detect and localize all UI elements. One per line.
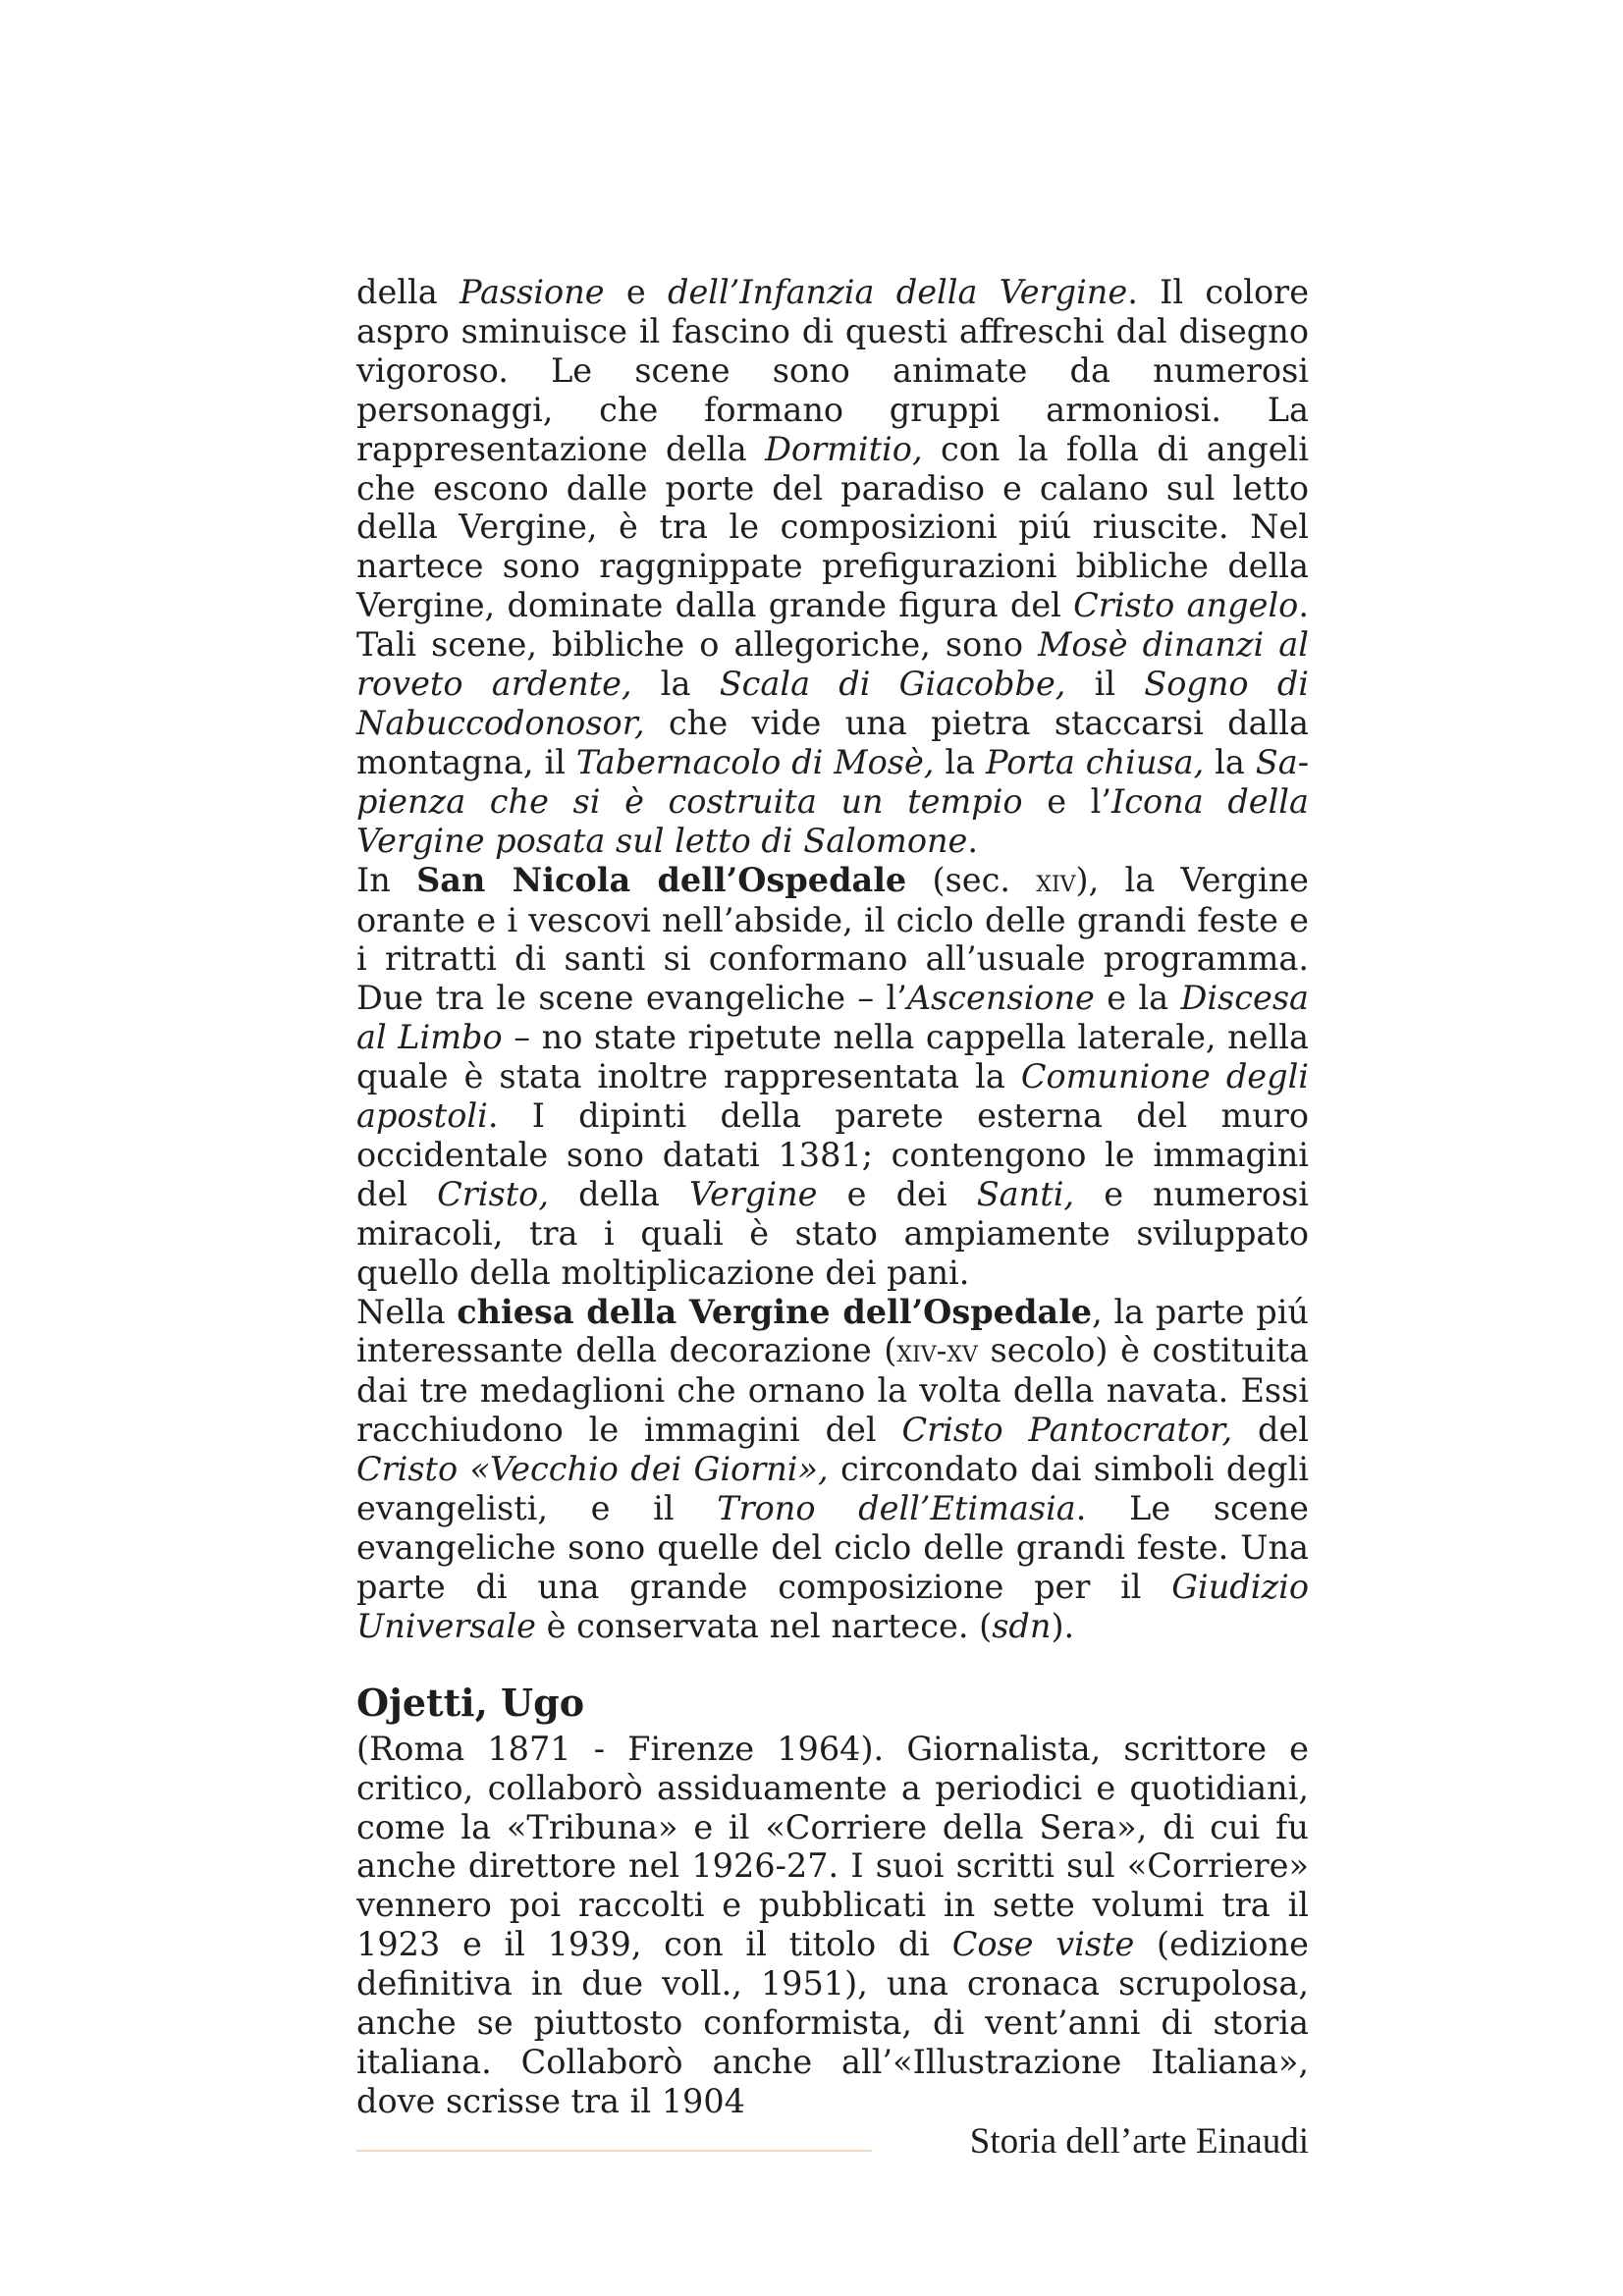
text-run: e dei	[817, 1174, 977, 1213]
text-run: – no state ripetute nella cappella laterale, nella quale è stata inoltre rappresentata la	[356, 1018, 1309, 1096]
text-run: della	[356, 273, 460, 311]
text-run: la	[1204, 742, 1256, 781]
italic-run: Cristo,	[437, 1174, 549, 1213]
text-run: circondato dai simboli degli evangelisti, e il	[356, 1450, 1309, 1528]
italic-run: Cristo Pantocrator,	[901, 1411, 1233, 1450]
footer-rule	[356, 2150, 872, 2152]
bold-run: chiesa della Vergine dell’Ospedale	[457, 1292, 1093, 1331]
paragraph-chiesa-vergine	[356, 1293, 1309, 1646]
italic-run: Discesa al Limbo	[356, 979, 1309, 1057]
text-run: (Roma 1871 - Firenze 1964). Giornalista, scrittore e critico, collaborò assiduamente a periodici e quotidiani, come la «Tribuna» e il «Corriere della Sera», di cui fu anche direttore nel 1926-27. I suoi scritti sul «Corriere» vennero poi raccolti e pubblicati in sette volumi tra il 1923 e il 1939, con il titolo di	[356, 1729, 1309, 1964]
text-run: e l’	[1022, 781, 1111, 821]
text-run: con la folla di angeli che escono dalle porte del paradiso e calano sul letto della Vergine, è tra le composizioni piú riuscite. Nel nartece sono raggnippate prefigurazioni bibliche della Vergine, dominate dalla grande figura del	[356, 429, 1309, 625]
italic-run: sdn	[992, 1606, 1052, 1645]
italic-run: Scala di Giacobbe,	[719, 665, 1066, 704]
text-run: e la	[1094, 979, 1181, 1018]
italic-run: Sapienza che si è costruita un tempio	[356, 742, 1310, 821]
text-run: del	[1232, 1411, 1309, 1450]
text-run: . Il colore aspro sminuisce il fascino di questi affreschi dal disegno vigoroso. Le scene sono animate da numerosi personaggi, che formano gruppi armoniosi. La rappresentazione della	[356, 273, 1310, 468]
footer-title: Storia dell’arte Einaudi	[969, 2121, 1309, 2162]
italic-run: Ascensione	[906, 979, 1095, 1018]
text-run: e	[604, 273, 669, 311]
text-run: il	[1065, 665, 1145, 704]
italic-run: Trono dell’Etimasia	[717, 1489, 1076, 1528]
text-run: della	[548, 1174, 689, 1213]
italic-run: Cose viste	[951, 1925, 1135, 1964]
paragraph-passione	[356, 273, 1309, 861]
text-column	[356, 273, 1309, 2121]
text-run: In	[356, 860, 417, 899]
italic-run: Dormitio,	[765, 429, 923, 468]
text-run: .	[967, 821, 979, 860]
text-run: è conservata nel nartece. (	[536, 1606, 993, 1645]
smallcaps-run: xiv-xv	[896, 1332, 978, 1370]
text-run: ), la Vergine orante e i vescovi nell’abside, il ciclo delle grandi feste e i ritratti di santi si conformano all’usuale programma. Due tra le scene evangeliche – l’	[356, 860, 1310, 1018]
text-run: . Le scene evangeliche sono quelle del ciclo delle grandi feste. Una parte di una grande composizione per il	[356, 1489, 1309, 1606]
italic-run: Icona della Vergine posata sul letto di Salomone	[356, 781, 1309, 860]
text-run: . I dipinti della parete esterna del muro occidentale sono datati 1381; contengono le immagini del	[356, 1096, 1309, 1213]
italic-run: Sogno di Nabuccodonosor,	[356, 665, 1309, 742]
text-run: secolo) è costituita dai tre medaglioni che ornano la volta della navata. Essi racchiudono le immagini del	[356, 1331, 1309, 1450]
italic-run: Vergine	[688, 1174, 818, 1213]
italic-run: Mosè dinanzi al roveto ardente,	[356, 625, 1309, 704]
text-run: che vide una pietra staccarsi dalla montagna, il	[356, 703, 1309, 781]
italic-run: dell’Infanzia della Vergine	[668, 273, 1128, 311]
italic-run: Santi,	[976, 1174, 1075, 1213]
entry-body	[356, 1730, 1309, 2121]
text-run: , la parte piú interessante della decorazione (	[356, 1292, 1309, 1370]
italic-run: Cristo «Vecchio dei Giorni»,	[356, 1450, 829, 1489]
entry-title: Ojetti, Ugo	[356, 1680, 585, 1725]
paragraph-san-nicola	[356, 861, 1309, 1293]
text-run: . Tali scene, bibliche o allegoriche, sono	[356, 586, 1309, 665]
text-run: e numerosi miracoli, tra i quali è stato ampiamente sviluppato quello della moltiplicazione dei pani.	[356, 1174, 1310, 1292]
italic-run: Giudizio Universale	[356, 1567, 1309, 1645]
text-run: (sec.	[906, 860, 1037, 899]
italic-run: Tabernacolo di Mosè,	[575, 742, 935, 781]
smallcaps-run: xiv	[1036, 861, 1076, 899]
text-run: (edizione definitiva in due voll., 1951), una cronaca scrupolosa, anche se piuttosto conformista, di vent’anni di storia italiana. Collaborò anche all’«Illustrazione Italiana», dove scrisse tra il 1904	[356, 1925, 1309, 2120]
text-run: la	[631, 665, 720, 704]
italic-run: Passione	[459, 273, 605, 311]
italic-run: Porta chiusa,	[986, 742, 1205, 781]
italic-run: Comunione degli apostoli	[356, 1057, 1310, 1136]
text-run: ).	[1051, 1606, 1075, 1645]
bold-run: San Nicola dell’Ospedale	[416, 860, 907, 899]
text-run: Nella	[356, 1292, 458, 1331]
text-run: la	[934, 742, 987, 781]
italic-run: Cristo angelo	[1073, 586, 1299, 625]
